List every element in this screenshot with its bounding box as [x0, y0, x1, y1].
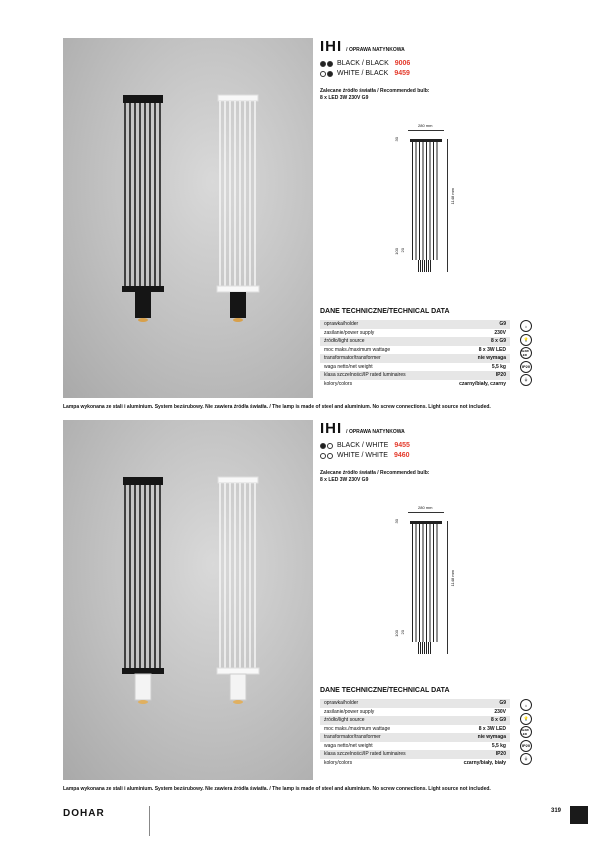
table-row: transformator/transformer nie wymaga	[320, 354, 510, 363]
dim-height: 1148 mm	[450, 570, 455, 587]
variant-code: 9460	[393, 452, 410, 459]
table-row: oprawka/holder G9	[320, 699, 510, 708]
table-row: klasa szczelności/IP rated luminaires IP20	[320, 750, 510, 759]
color-dot-icon	[320, 61, 326, 67]
variant-1	[320, 60, 410, 67]
bulb-info	[320, 470, 429, 484]
brand-logo: DOHAR	[63, 808, 105, 819]
table-row: zasilanie/power supply 230V	[324, 708, 506, 715]
bulb-icon: 💡	[520, 713, 532, 725]
table-row: źródło/light source 8 x G9	[320, 337, 510, 346]
variant-1	[320, 442, 410, 449]
product-title: IHI	[320, 420, 343, 437]
product-section-2	[63, 420, 543, 792]
page-number: 319	[551, 808, 562, 814]
house-icon: ⌂	[520, 699, 532, 711]
variant-name: BLACK / WHITE	[337, 442, 389, 449]
table-row: moc maks./maximum wattage 8 x 3W LED	[324, 346, 506, 353]
led-icon: 8x3W LED	[520, 726, 532, 738]
variant-code: 9459	[394, 70, 410, 77]
dim-width: 280 mm	[418, 123, 433, 128]
ground-icon: ⏚	[520, 753, 532, 765]
dim-top: 30	[394, 137, 399, 142]
variant-2	[320, 452, 410, 459]
table-row: klasa szczelności/IP rated luminaires IP20	[320, 371, 510, 380]
product-caption: Lampa wykonana ze stali i aluminium. System bezśrubowy. Nie zawiera źródła światła. / The lamp is made of steel and aluminium. No screw connections. Light source not included.	[63, 786, 491, 792]
dim-bottom-2: 20	[400, 630, 405, 635]
tech-data-title: DANE TECHNICZNE/TECHNICAL DATA	[320, 687, 450, 694]
ip20-icon: IP20	[520, 740, 532, 752]
bulb-label: Zalecane źródło światła / Recommended bulb:	[320, 470, 430, 476]
table-row: waga netto/net weight 5,5 kg	[324, 363, 506, 370]
dim-width: 280 mm	[418, 505, 433, 510]
bulb-label: Zalecane źródło światła / Recommended bulb:	[320, 88, 430, 94]
variant-name: BLACK / BLACK	[337, 60, 389, 67]
product-subtitle: / OPRAWA NATYNKOWA	[346, 47, 405, 53]
ip20-icon: IP20	[520, 361, 532, 373]
table-row: moc maks./maximum wattage 8 x 3W LED	[324, 725, 506, 732]
dim-bottom-2: 20	[400, 248, 405, 253]
dim-top: 30	[394, 519, 399, 524]
spec-icons	[520, 699, 534, 767]
page-marker	[570, 806, 588, 824]
table-row: zasilanie/power supply 230V	[324, 329, 506, 336]
dimension-drawing	[390, 123, 490, 273]
tech-table	[320, 320, 510, 388]
table-row: oprawka/holder G9	[320, 320, 510, 329]
color-dot-icon	[327, 61, 333, 67]
product-title: IHI	[320, 38, 343, 55]
table-row: kolory/colors czarny/biały, czarny	[324, 380, 506, 387]
table-row: transformator/transformer nie wymaga	[320, 733, 510, 742]
table-row: źródło/light source 8 x G9	[320, 716, 510, 725]
color-dot-icon	[327, 71, 333, 77]
color-dot-icon	[320, 71, 326, 77]
variant-code: 9455	[394, 442, 410, 449]
house-icon: ⌂	[520, 320, 532, 332]
footer-divider	[149, 806, 150, 836]
ground-icon: ⏚	[520, 374, 532, 386]
dim-bottom: 100	[394, 630, 399, 637]
dim-height: 1148 mm	[450, 188, 455, 205]
variant-name: WHITE / WHITE	[337, 452, 388, 459]
color-dot-icon	[320, 453, 326, 459]
spec-icons	[520, 320, 534, 388]
variant-name: WHITE / BLACK	[337, 70, 389, 77]
color-dot-icon	[327, 443, 333, 449]
product-subtitle: / OPRAWA NATYNKOWA	[346, 429, 405, 435]
variant-2	[320, 70, 410, 77]
product-caption: Lampa wykonana ze stali i aluminium. System bezśrubowy. Nie zawiera źródła światła. / The lamp is made of steel and aluminium. No screw connections. Light source not included.	[63, 404, 491, 410]
bulb-info	[320, 88, 429, 102]
dimension-drawing	[390, 505, 490, 655]
lamp-illustration	[63, 420, 313, 780]
product-photo	[63, 38, 313, 398]
lamp-illustration	[63, 38, 313, 398]
product-photo	[63, 420, 313, 780]
tech-data-title: DANE TECHNICZNE/TECHNICAL DATA	[320, 308, 450, 315]
bulb-icon: 💡	[520, 334, 532, 346]
led-icon: 8x3W LED	[520, 347, 532, 359]
dim-bottom: 100	[394, 248, 399, 255]
variant-code: 9006	[394, 60, 411, 67]
tech-table	[320, 699, 510, 767]
bulb-value: 8 x LED 3W 230V G9	[320, 477, 369, 483]
color-dot-icon	[320, 443, 326, 449]
product-section-1	[63, 38, 543, 410]
color-dot-icon	[327, 453, 333, 459]
table-row: waga netto/net weight 5,5 kg	[324, 742, 506, 749]
bulb-value: 8 x LED 3W 230V G9	[320, 95, 369, 101]
table-row: kolory/colors czarny/biały, biały	[324, 759, 506, 766]
